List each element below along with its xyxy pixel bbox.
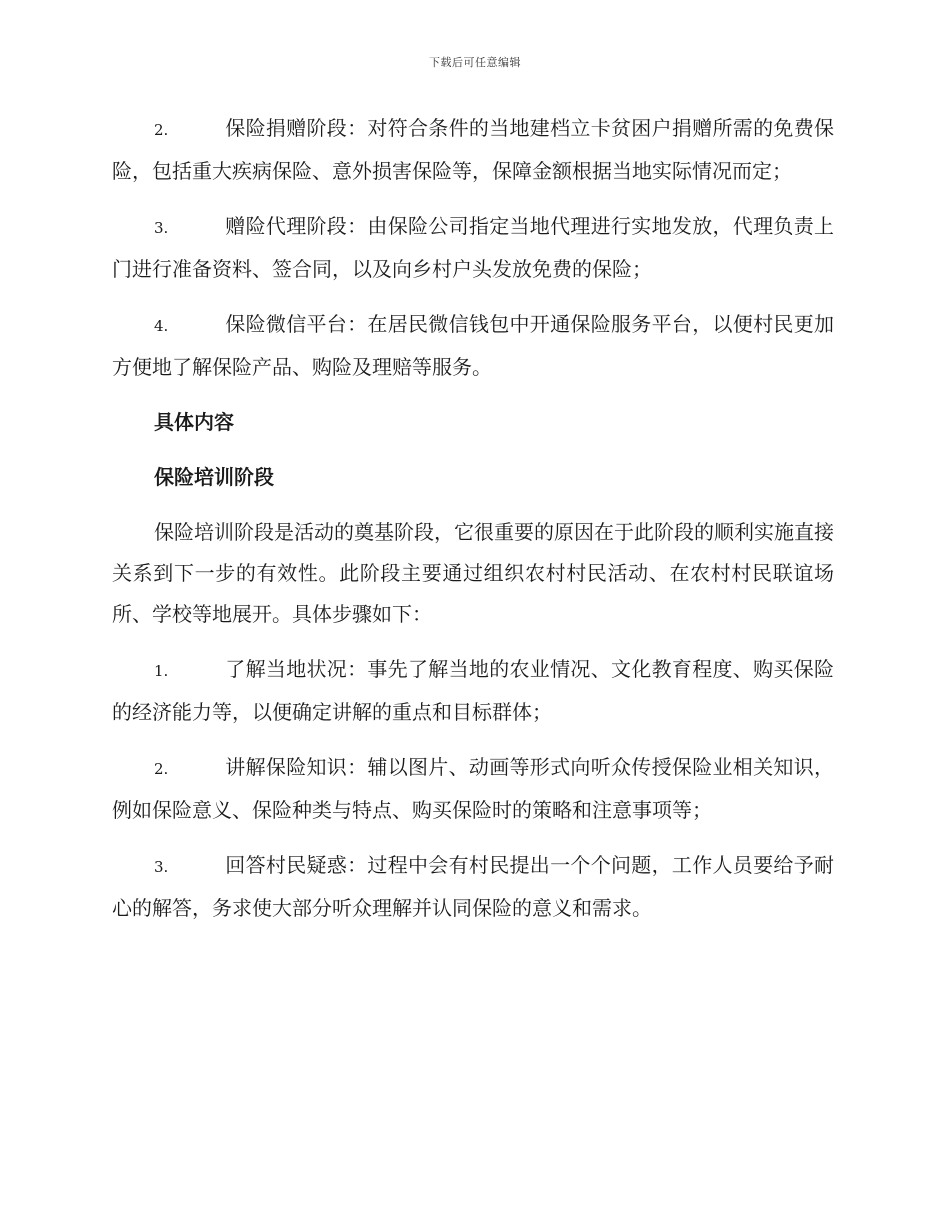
- list-text: 回答村民疑惑：过程中会有村民提出一个个问题，工作人员要给予耐心的解答，务求使大部分听众理解并认同保险的意义和需求。: [112, 853, 834, 920]
- list-text: 讲解保险知识：辅以图片、动画等形式向听众传授保险业相关知识，例如保险意义、保险种类与特点、购买保险时的策略和注意事项等；: [112, 755, 834, 822]
- list-number: 4.: [154, 317, 169, 335]
- document-body: [112, 108, 834, 943]
- list-item: [112, 206, 834, 290]
- list-text: 赠险代理阶段：由保险公司指定当地代理进行实地发放，代理负责上门进行准备资料、签合同，以及向乡村户头发放免费的保险；: [112, 214, 834, 281]
- intro-paragraph: 保险培训阶段是活动的奠基阶段，它很重要的原因在于此阶段的顺利实施直接关系到下一步的有效性。此阶段主要通过组织农村村民活动、在农村村民联谊场所、学校等地展开。具体步骤如下：: [112, 520, 834, 626]
- subsection-heading: 保险培训阶段: [154, 465, 274, 489]
- list-item: [112, 845, 834, 929]
- list-item: [112, 747, 834, 831]
- list-number: 2.: [154, 760, 169, 778]
- list-text: 了解当地状况：事先了解当地的农业情况、文化教育程度、购买保险的经济能力等，以便确定讲解的重点和目标群体；: [112, 657, 834, 724]
- list-number: 3.: [154, 219, 169, 237]
- list-text: 保险微信平台：在居民微信钱包中开通保险服务平台，以便村民更加方便地了解保险产品、购险及理赔等服务。: [112, 312, 834, 379]
- list-item: [112, 649, 834, 733]
- list-text: 保险捐赠阶段：对符合条件的当地建档立卡贫困户捐赠所需的免费保险，包括重大疾病保险、意外损害保险等，保障金额根据当地实际情况而定；: [112, 116, 834, 183]
- list-item: [112, 108, 834, 192]
- list-number: 2.: [154, 121, 169, 139]
- section-heading: 具体内容: [154, 410, 234, 434]
- list-number: 3.: [154, 858, 169, 876]
- list-number: 1.: [154, 662, 169, 680]
- list-item: [112, 304, 834, 388]
- page-header-note: 下载后可任意编辑: [429, 56, 521, 69]
